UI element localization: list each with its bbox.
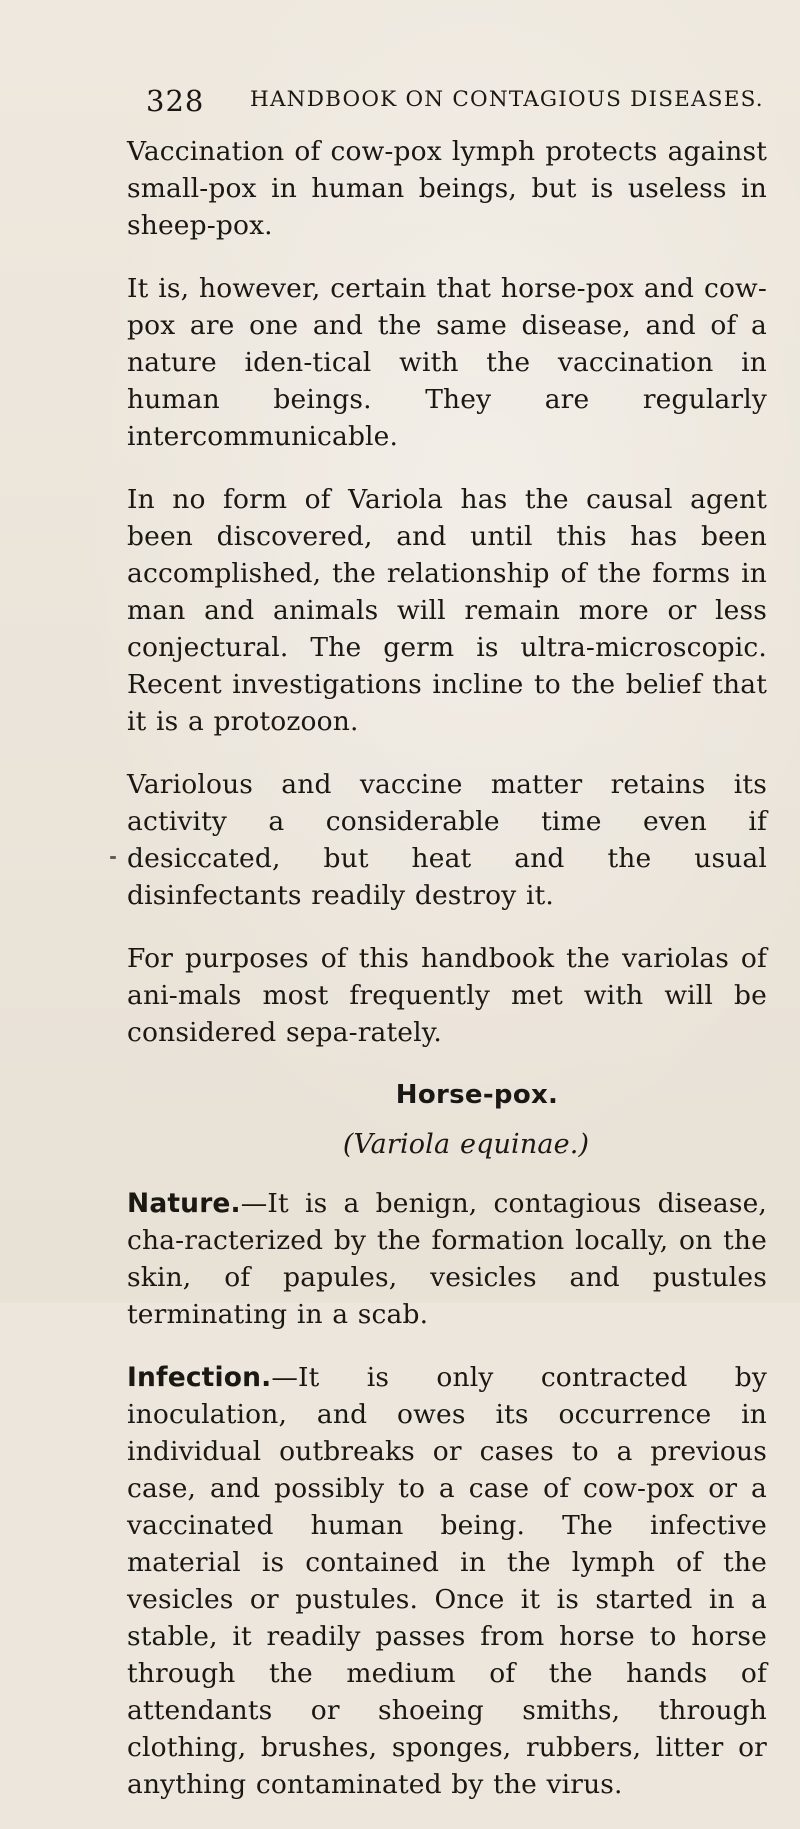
paragraph-handbook-purpose: For purposes of this handbook the variolas of ani-mals most frequently met with will be considered sepa-rately.	[127, 943, 767, 1048]
nature-label: Nature.	[127, 1188, 241, 1219]
infection-text: —It is only contracted by inoculation, and owes its occurrence in individual outbreaks or cases to a previous case, and possibly to a case of cow-pox or a vaccinated human being. The infective material is contained in the lymph of the vesicles or pustules. Once it is started in a stable, it readily passes from horse to horse through the medium of the hands of attendants or shoeing smiths, through clothing, brushes, sponges, rubbers, litter or anything contaminated by the virus.	[127, 1362, 767, 1800]
paragraph-variolous-matter: Variolous and vaccine matter retains its activity a considerable time even if desiccated, but heat and the usual disinfectants readily destroy it.	[127, 769, 767, 911]
paragraph-vaccination: Vaccination of cow-pox lymph protects against small-pox in human beings, but is useless in sheep-pox.	[127, 136, 767, 241]
paragraph-horse-pox-cow-pox: It is, however, certain that horse-pox and cow-pox are one and the same disease, and of a nature iden-tical with the vaccination in human beings. They are regularly intercommunicable.	[127, 273, 767, 452]
margin-mark	[110, 856, 116, 859]
body-text	[127, 133, 767, 1829]
nature-text: —It is a benign, contagious disease, cha-racterized by the formation locally, on the skin, of papules, vesicles and pustules terminating in a scab.	[127, 1188, 767, 1330]
section-heading: Horse-pox.	[395, 1080, 559, 1110]
page-number: 328	[146, 84, 205, 118]
running-title: HANDBOOK ON CONTAGIOUS DISEASES.	[250, 87, 764, 112]
infection-label: Infection.	[127, 1362, 272, 1393]
paragraph-nature	[127, 1185, 767, 1333]
section-subheading: (Variola equinae.)	[342, 1129, 590, 1160]
running-head	[0, 84, 800, 124]
paragraph-causal-agent: In no form of Variola has the causal agent been discovered, and until this has been accomplished, the relationship of the forms in man and animals will remain more or less conjectural. The germ is ultra-microscopic. Recent investigations incline to the belief that it is a protozoon.	[127, 484, 767, 737]
paragraph-infection	[127, 1359, 767, 1803]
